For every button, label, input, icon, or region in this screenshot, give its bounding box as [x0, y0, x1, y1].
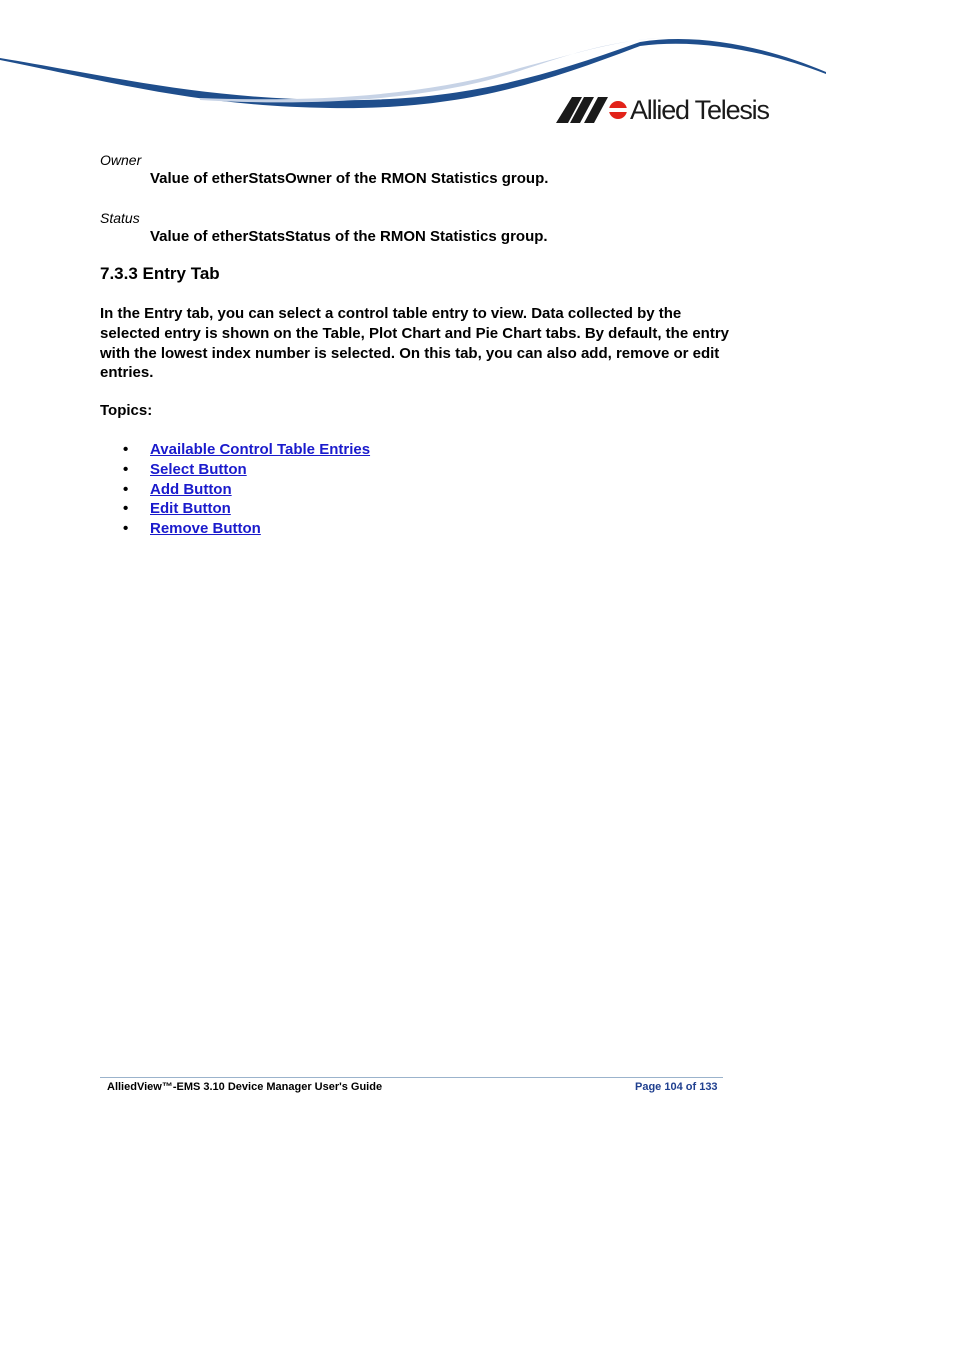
list-item	[100, 440, 370, 460]
topics-list	[100, 440, 370, 539]
link-remove-button[interactable]: Remove Button	[150, 520, 261, 538]
definition-term: Status	[100, 210, 140, 226]
list-item	[100, 460, 370, 480]
header-swoosh	[0, 28, 954, 118]
bullet-icon: •	[123, 500, 129, 518]
topics-label: Topics:	[100, 402, 153, 419]
list-item	[100, 519, 370, 539]
definition-description: Value of etherStatsStatus of the RMON Statistics group.	[150, 228, 548, 245]
link-available-control-table-entries[interactable]: Available Control Table Entries	[150, 441, 371, 458]
definition-status	[100, 209, 548, 247]
list-item	[100, 480, 370, 500]
logo-mark-icon	[556, 97, 628, 123]
section-paragraph: In the Entry tab, you can select a control table entry to view. Data collected by the selected entry is shown on the Table, Plot Chart and Pie Chart tabs. By default, the entry with the lowest index number is selected. On this tab, you can also add, remove or edit entries.	[100, 305, 730, 382]
link-add-button[interactable]: Add Button	[150, 480, 232, 498]
bullet-icon: •	[123, 460, 129, 478]
footer-divider	[100, 1077, 723, 1078]
bullet-icon: •	[123, 520, 129, 538]
definition-description: Value of etherStatsOwner of the RMON Statistics group.	[150, 170, 549, 187]
definition-term: Owner	[100, 152, 142, 168]
footer-page-number: Page 104 of 133	[635, 1081, 718, 1093]
logo-text: Allied Telesis	[630, 94, 769, 125]
footer-title: AlliedView™-EMS 3.10 Device Manager User's Guide	[107, 1081, 383, 1093]
section-heading: 7.3.3 Entry Tab	[100, 264, 220, 283]
list-item	[100, 499, 370, 519]
bullet-icon: •	[123, 480, 129, 498]
allied-telesis-logo	[556, 94, 786, 126]
link-edit-button[interactable]: Edit Button	[150, 500, 231, 518]
link-select-button[interactable]: Select Button	[150, 460, 247, 478]
definition-owner	[100, 151, 548, 189]
bullet-icon: •	[123, 441, 129, 458]
